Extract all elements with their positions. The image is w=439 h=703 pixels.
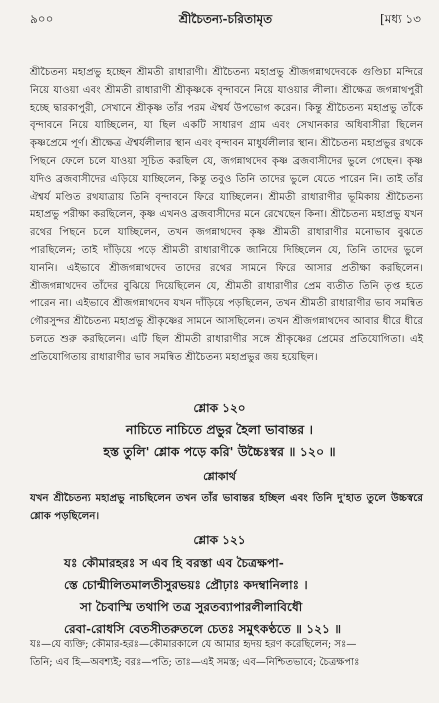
word-by-word-line-1: যঃ—যে ব্যক্তি; কৌমার-হরঃ—কৌমারকালে যে আমার হৃদয় হরণ করেছিলেন; সঃ— <box>30 639 357 650</box>
sloka-120-line-2: হস্ত তুলি' শ্লোক পড়ে করি' উচ্চৈঃস্বর ॥ ১২০ ॥ <box>103 444 336 459</box>
chapter-marker: [মধ্য ১৩ <box>380 12 421 26</box>
running-title: শ্রীচৈতন্য-চরিতামৃত <box>178 12 273 26</box>
sloka-121-line-2: স্তে চোন্মীলিতমালতীসুরভয়ঃ প্রৌঢ়াঃ কদম্বানিলাঃ । <box>64 578 308 592</box>
word-by-word-line-2: তিনি; এব হি—অবশ্যই; বরঃ—পতি; তাঃ—এই সমস্ত; এব—নিশ্চিতভাবে; চৈত্রক্ষপাঃ <box>30 657 360 668</box>
page-header <box>30 8 421 30</box>
sloka-120-line-1: নাচিতে নাচিতে প্রভুর হৈলা ভাবান্তর । <box>126 422 313 437</box>
purport-paragraph: শ্রীচৈতন্য মহাপ্রভু হচ্ছেন শ্রীমতী রাধারাণী। শ্রীচৈতন্য মহাপ্রভু শ্রীজগন্নাথদেবকে গুণ্ডিচা মন্দিরে নিয়ে যাওয়া এবং শ্রীমতী রাধারাণী শ্রীকৃষ্ণকে বৃন্দাবনে নিয়ে যাওয়ার লীলা। শ্রীক্ষেত্র জগন্নাথপুরী হচ্ছে দ্বারকাপুরী, সেখানে শ্রীকৃষ্ণ তাঁর পরম ঐশ্বর্য উপভোগ করেন। কিন্তু শ্রীচৈতন্য মহাপ্রভু তাঁকে বৃন্দাবনে নিয়ে যাচ্ছিলেন, যা ছিল একটি সাধারণ গ্রাম এবং সেখানকার অধিবাসীরা ছিলেন কৃষ্ণপ্রেমে পূর্ণ। শ্রীক্ষেত্র ঐশ্বর্যলীলার স্থান এবং বৃন্দাবন মাধুর্যলীলার স্থান। শ্রীচৈতন্য মহাপ্রভুর রথকে পিছনে ফেলে চলে যাওয়া সূচিত করছিল যে, জগন্নাথদেব কৃষ্ণ ব্রজবাসীদের ভুলে গেছেন। কৃষ্ণ যদিও ব্রজবাসীদের এড়িয়ে যাচ্ছিলেন, কিন্তু তবুও তিনি তাদের ভুলে যেতে পারেন নি। তাই তাঁর ঐশ্বর্য মণ্ডিত রথযাত্রায় তিনি বৃন্দাবনে ফিরে যাচ্ছিলেন। শ্রীমতী রাধারাণীর ভূমিকায় শ্রীচৈতন্য মহাপ্রভু পরীক্ষা করছিলেন, কৃষ্ণ এখনও ব্রজবাসীদের মনে রেখেছেন কিনা। শ্রীচৈতন্য মহাপ্রভু যখন রথের পিছনে চলে যাচ্ছিলেন, তখন জগন্নাথদেব কৃষ্ণ শ্রীমতী রাধারাণীর মনোভাব বুঝতে পারছিলেন; তাই দাঁড়িয়ে পড়ে শ্রীমতী রাধারাণীকে জানিয়ে দিচ্ছিলেন যে, তিনি তাদের ভুলে যাননি। এইভাবে শ্রীজগন্নাথদেব তাদের রথের সামনে ফিরে আসার প্রতীক্ষা করছিলেন। শ্রীজগন্নাথদেব তাঁদের বুঝিয়ে দিয়েছিলেন যে, শ্রীমতী রাধারাণীর প্রেম ব্যতীত তিনি তৃপ্ত হতে পারেন না। এইভাবে শ্রীজগন্নাথদেব যখন দাঁড়িয়ে পড়ছিলেন, তখন শ্রীমতী রাধারাণীর ভাব সমন্বিত গৌরসুন্দর শ্রীচৈতন্য মহাপ্রভু শ্রীকৃষ্ণের সামনে আসছিলেন। তখন শ্রীজগন্নাথদেব আবার ধীরে ধীরে চলতে শুরু করছিলেন। এটি ছিল শ্রীমতী রাধারাণীর সঙ্গে শ্রীকৃষ্ণের প্রেমের প্রতিযোগিতা। এই প্রতিযোগিতায় রাধারাণীর ভাব সমন্বিত শ্রীচৈতন্য মহাপ্রভুর জয় হয়েছিল। <box>30 67 423 363</box>
page-number: ৯০০ <box>30 12 54 26</box>
sloka-121-verse <box>64 552 419 640</box>
sloka-120-translation: যখন শ্রীচৈতন্য মহাপ্রভু নাচছিলেন তখন তাঁর ভাবান্তর হচ্ছিল এবং তিনি দু'হাত তুলে উচ্চস্বরে শ্লোক পড়ছিলেন। <box>30 492 423 522</box>
sloka-121-line-4: রেবা-রোধসি বেতসীতরুতলে চেতঃ সমুৎকণ্ঠতে ॥ ১২১ ॥ <box>64 622 342 636</box>
sloka-121-heading: শ্লোক ১২১ <box>193 533 246 547</box>
sloka-120-heading: শ্লোক ১২০ <box>193 401 246 415</box>
translation-heading: শ্লোকার্থ <box>203 470 236 483</box>
sloka-121-line-1: যঃ কৌমারহরঃ স এব হি বরস্তা এব চৈত্রক্ষপা- <box>64 556 284 570</box>
sloka-121-line-3: সা চৈবাস্মি তথাপি তত্র সুরতব্যাপারলীলাবিধৌ <box>80 600 303 614</box>
word-by-word <box>30 636 423 672</box>
